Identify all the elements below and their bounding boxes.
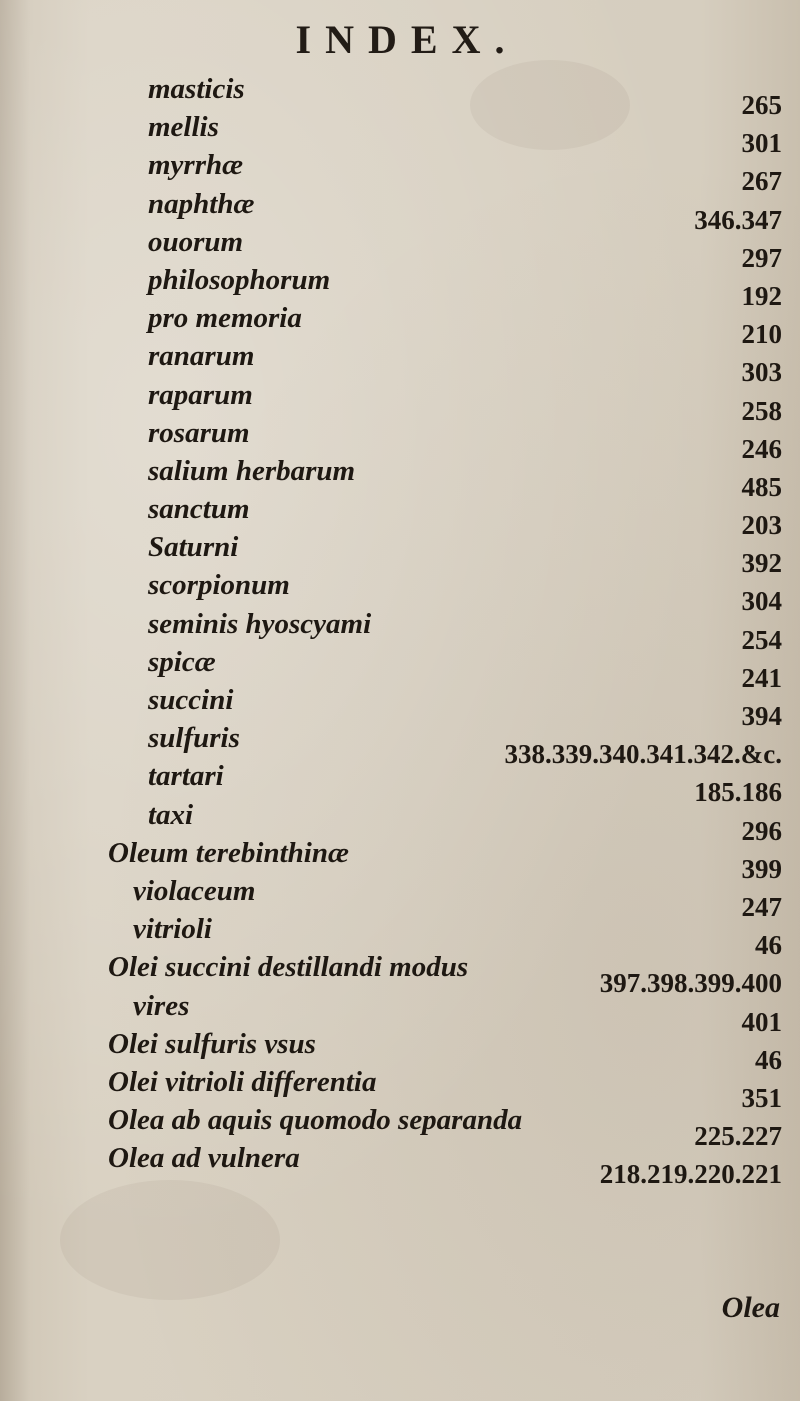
entry-pages: 304 — [741, 586, 782, 617]
entry-term: myrrhæ — [148, 149, 244, 182]
entry-pages: 397.398.399.400 — [599, 968, 782, 999]
entry-pages: 301 — [741, 128, 782, 159]
entry-pages: 192 — [741, 280, 782, 311]
entry-pages: 399 — [741, 853, 782, 884]
entry-pages: 254 — [741, 624, 782, 655]
entry-term: ouorum — [148, 225, 244, 258]
index-entry — [0, 378, 800, 426]
entry-term: tartari — [148, 760, 224, 793]
entry-pages: 258 — [741, 395, 782, 426]
index-entries — [0, 72, 800, 1190]
index-entry — [0, 607, 800, 655]
entry-term: Oleum terebinthinæ — [108, 836, 349, 869]
entry-pages: 203 — [741, 510, 782, 541]
entry-term: Olea ad vulnera — [108, 1142, 300, 1175]
index-entry — [0, 683, 800, 731]
entry-term: masticis — [148, 73, 245, 105]
index-entry — [0, 187, 800, 235]
entry-pages: 401 — [741, 1006, 782, 1037]
entry-term: mellis — [148, 111, 219, 144]
catchword: Olea — [721, 1291, 780, 1324]
entry-pages: 392 — [741, 548, 782, 579]
index-entry — [0, 568, 800, 617]
entry-term: naphthæ — [148, 187, 255, 220]
index-entry — [0, 645, 800, 693]
entry-term: taxi — [148, 798, 194, 831]
index-entry — [0, 1141, 800, 1190]
entry-term: vires — [133, 989, 190, 1022]
entry-pages: 303 — [741, 357, 782, 388]
entry-pages: 265 — [741, 90, 782, 120]
index-entry — [0, 989, 800, 1037]
paper-stain — [60, 1180, 280, 1300]
entry-pages: 241 — [741, 662, 782, 693]
entry-term: raparum — [148, 378, 253, 411]
entry-term: ranarum — [148, 340, 255, 373]
entry-term: seminis hyoscyami — [148, 607, 372, 640]
entry-pages: 46 — [755, 1044, 782, 1075]
index-entry — [0, 263, 800, 311]
entry-term: rosarum — [148, 416, 250, 449]
index-entry — [0, 492, 800, 541]
entry-pages: 351 — [741, 1082, 782, 1113]
entry-term: sanctum — [148, 493, 250, 526]
entry-pages: 296 — [741, 815, 782, 846]
entry-pages: 185.186 — [694, 777, 782, 808]
entry-pages: 485 — [741, 471, 782, 502]
entry-pages: 338.339.340.341.342.&c. — [504, 739, 782, 770]
entry-term: Olea ab aquis quomodo separanda — [108, 1104, 523, 1137]
entry-pages: 46 — [755, 930, 782, 961]
entry-term: Olei succini destillandi modus — [108, 951, 469, 984]
index-entry — [0, 148, 800, 197]
entry-pages: 346.347 — [694, 204, 782, 235]
index-entry — [0, 110, 800, 159]
index-entry — [0, 1103, 800, 1152]
entry-pages: 225.227 — [694, 1121, 782, 1152]
index-entry — [0, 301, 800, 350]
entry-term: Olei sulfuris vsus — [108, 1027, 316, 1060]
entry-term: pro memoria — [148, 302, 302, 335]
index-entry — [0, 912, 800, 961]
index-entry — [0, 339, 800, 388]
entry-pages: 394 — [741, 701, 782, 731]
entry-term: Olei vitrioli differentia — [108, 1065, 377, 1098]
index-entry — [0, 950, 800, 999]
entry-pages: 210 — [741, 319, 782, 350]
index-entry — [0, 874, 800, 922]
index-entry — [0, 1027, 800, 1075]
entry-term: succini — [148, 684, 234, 716]
entry-term: scorpionum — [148, 569, 290, 602]
entry-pages: 218.219.220.221 — [599, 1159, 782, 1190]
index-entry — [0, 836, 800, 884]
entry-pages: 247 — [741, 891, 782, 922]
index-entry — [0, 454, 800, 502]
index-entry — [0, 798, 800, 846]
index-entry — [0, 759, 800, 808]
page-header: INDEX. — [295, 17, 519, 62]
index-entry — [0, 1065, 800, 1113]
index-entry — [0, 530, 800, 579]
entry-term: spicæ — [148, 645, 216, 678]
entry-pages: 267 — [741, 166, 782, 197]
entry-term: salium herbarum — [148, 454, 356, 487]
index-entry — [0, 416, 800, 464]
entry-pages: 297 — [741, 242, 782, 273]
entry-term: violaceum — [133, 874, 256, 907]
entry-term: sulfuris — [148, 722, 240, 755]
entry-pages: 246 — [741, 433, 782, 464]
entry-term: Saturni — [148, 531, 239, 564]
entry-term: philosophorum — [148, 263, 331, 296]
index-entry — [0, 72, 800, 120]
index-entry — [0, 721, 800, 770]
entry-term: vitrioli — [133, 913, 212, 946]
index-entry — [0, 225, 800, 273]
